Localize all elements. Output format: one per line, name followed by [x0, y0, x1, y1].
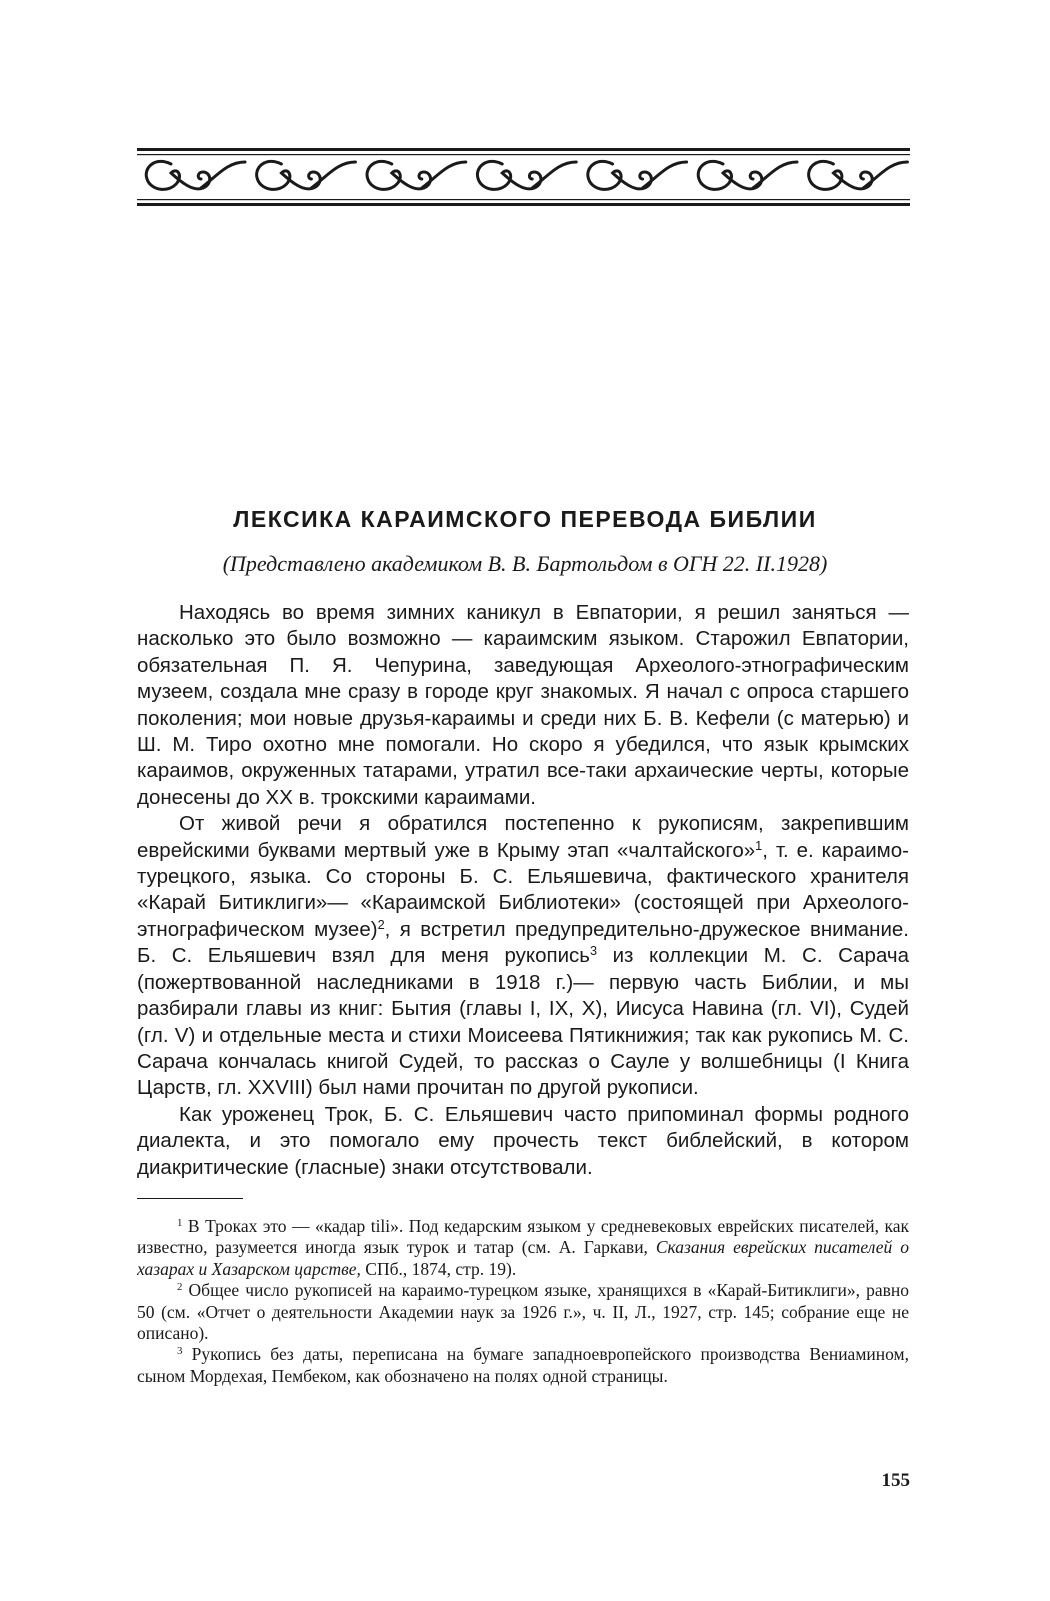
footnote-ref: 3 [589, 943, 598, 959]
ornament-wave-icon [477, 161, 576, 189]
ornament-wave-icon [698, 161, 797, 189]
paragraph: Находясь во время зимних каникул в Евпатории, я решил заняться — насколько это было возможно — караимским языком. Старожил Евпатории, обязательная П. Я. Чепурина, заведующая Археолого-этнографическим музеем, создала мне сразу в городе круг знакомых. Я начал с опроса старшего поколения; мои новые друзья-караимы и среди них Б. В. Кефели (с матерью) и Ш. М. Тиро охотно мне помогали. Но скоро я убедился, что язык крымских караимов, окруженных татарами, утратил все-таки архаические черты, которые донесены до XX в. трокскими караимами. [137, 601, 909, 809]
article-body [137, 600, 909, 1181]
article-title: ЛЕКСИКА КАРАИМСКОГО ПЕРЕВОДА БИБЛИИ [233, 506, 817, 532]
footnotes [137, 1216, 909, 1387]
ornament-wave-icon [588, 161, 687, 189]
decorative-border-icon [137, 148, 910, 206]
footnote: $^2$ Общее число рукописей на караимо-турецком языке, хранящихся в «Карай-Битиклиги», равно 50 (см. «Отчет о деятельности Академии наук за 1926 г.», ч. II, Л., 1927, стр. 145; собрание еще не описано). [137, 1280, 909, 1344]
paragraph: От живой речи я обратился постепенно к рукописям, закрепившим еврейскими буквами мертвый уже в Крыму этап «чалтайского»$^1$, т. е. караимо-турецкого, языка. Со стороны Б. С. Ельяшевича, фактического хранителя «Карай Битиклиги»— «Караимской Библиотеки» (состоящей при Археолого-этнографическом музее)$^2$, я встретил предупредительно-дружеское внимание. Б. С. Ельяшевич взял для меня рукопись$^3$ из коллекции М. С. Сарача (пожертвованной наследниками в 1918 г.)— первую часть Библии, и мы разбирали главы из книг: Бытия (главы I, IX, X), Иисуса Навина (гл. VI), Судей (гл. V) и отдельные места и стихи Моисеева Пятикнижия; так как рукопись М. С. Сарача кончалась книгой Судей, то рассказ о Сауле у волшебницы (I Книга Царств, гл. XXVIII) был нами прочитан по другой рукописи. [137, 812, 909, 1100]
footnote: $^3$ Рукопись без даты, переписана на бумаге западноевропейского производства Вениамином, сыном Мордехая, Пембеком, как обозначено на полях одной страницы. [137, 1344, 909, 1386]
footnote-ref: 1 [755, 837, 763, 853]
footnote-divider [137, 1198, 243, 1199]
page-number: 155 [881, 1470, 910, 1491]
ornament-wave-icon [257, 161, 356, 189]
ornament-wave-icon [146, 161, 245, 189]
article-subtitle: (Представлено академиком В. В. Бартольдом в ОГН 22. II.1928) [222, 551, 828, 576]
footnote-ref: 2 [377, 916, 385, 932]
paragraph: Как уроженец Трок, Б. С. Ельяшевич часто припоминал формы родного диалекта, и это помогало ему прочесть текст библейский, в котором диакритические (гласные) знаки отсутствовали. [137, 1102, 909, 1179]
footnote: $^1$ В Троках это — «кадар tili». Под кедарским языком у средневековых еврейских писателей, как известно, разумеется иногда язык турок и татар (см. А. Гаркави, Сказания еврейских писателей о хазарах и Хазарском царстве, СПб., 1874, стр. 19). [137, 1216, 909, 1279]
ornament-wave-icon [367, 161, 466, 189]
ornament-wave-icon [809, 161, 908, 189]
